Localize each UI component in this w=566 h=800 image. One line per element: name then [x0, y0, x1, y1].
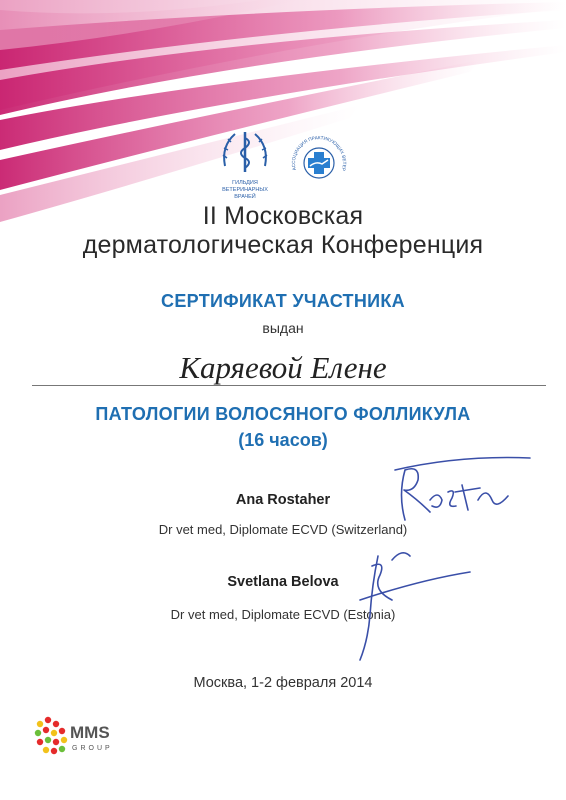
mms-logo-text: MMS	[70, 723, 110, 742]
course-title: ПАТОЛОГИИ ВОЛОСЯНОГО ФОЛЛИКУЛА	[95, 404, 471, 424]
course-hours: (16 часов)	[238, 430, 328, 450]
group-logo-text: GROUP	[72, 745, 113, 752]
speaker-1-credentials: Dr vet med, Diplomate ECVD (Switzerland)	[158, 522, 408, 537]
association-text: АССОЦИАЦИЯ ПРАКТИКУЮЩИХ ВЕТЕР	[290, 135, 348, 172]
issued-label: выдан	[262, 320, 304, 336]
conference-title-line2: дерматологическая Конференция	[82, 231, 484, 259]
mms-dots-icon	[35, 717, 67, 754]
signature-2	[360, 553, 470, 660]
mms-group-logo	[32, 712, 142, 760]
guild-text-1: ГИЛЬДИЯ	[232, 180, 258, 186]
guild-text-2: ВЕТЕРИНАРНЫХ	[222, 187, 268, 193]
place-and-date: Москва, 1-2 февраля 2014	[193, 675, 373, 691]
speaker-2-name: Svetlana Belova	[227, 574, 339, 590]
certificate-title: СЕРТИФИКАТ УЧАСТНИКА	[161, 291, 405, 311]
recipient-name: Каряевой Елене	[179, 350, 387, 385]
speaker-2-credentials: Dr vet med, Diplomate ECVD (Estonia)	[170, 607, 396, 622]
guild-text-3: ВРАЧЕЙ	[234, 194, 256, 200]
signature-1	[395, 458, 530, 521]
speaker-1-name: Ana Rostaher	[235, 492, 331, 508]
conference-title-line1: II Московская	[202, 202, 364, 230]
